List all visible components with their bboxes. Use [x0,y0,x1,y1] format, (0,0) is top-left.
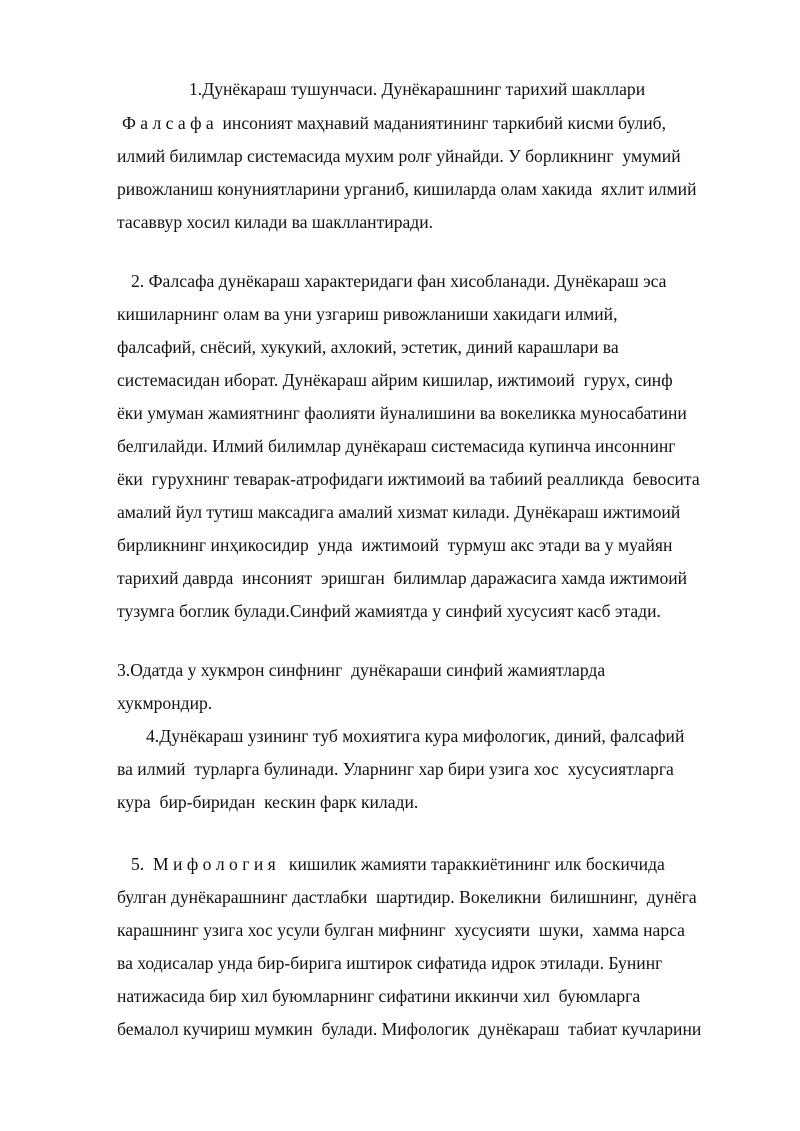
paragraph-2-line: кишиларнинг олам ва уни узгариш ривожланиши хакидаги илмий, [117,304,618,324]
paragraph-5-line: натижасида бир хил буюмларнинг сифатини иккинчи хил буюмларга [117,986,641,1006]
paragraph-3-line: 3.Одатда у хукмрон синфнинг дунёкараши синфий жамиятларда [117,660,606,680]
paragraph-5-line: 5. М и ф о л о г и я кишилик жамияти тараккиётининг илк боскичида [131,854,665,874]
paragraph-5-line: булган дунёкарашнинг дастлабки шартидир. Вокеликни билишнинг, дунёга [117,887,697,907]
paragraph-3-line: хукмрондир. [117,693,213,713]
paragraph-4-line: ва илмий турларга булинади. Уларнинг хар бири узига хос хусусиятларга [117,759,674,779]
paragraph-1-line: ривожланиш конуниятларини урганиб, кишиларда олам хакида яхлит илмий [117,179,697,199]
paragraph-1-line: Ф а л с а ф а инсоният маҳнавий маданиятининг таркибий кисми булиб, [122,113,667,133]
paragraph-4-line: кура бир-биридан кескин фарк килади. [117,792,419,812]
paragraph-5-line: карашнинг узига хос усули булган мифнинг хусусияти шуки, хамма нарса [117,920,685,940]
paragraph-1-line: тасаввур хосил килади ва шакллантиради. [117,212,434,232]
paragraph-2-line: тарихий даврда инсоният эришган билимлар даражасига хамда ижтимоий [117,568,688,588]
paragraph-2-line: системасидан иборат. Дунёкараш айрим кишилар, ижтимоий гурух, синф [117,370,673,390]
paragraph-2-line: амалий йул тутиш максадига амалий хизмат килади. Дунёкараш ижтимоий [117,502,681,522]
paragraph-5-line: ва ходисалар унда бир-бирига иштирок сифатида идрок этилади. Бунинг [117,953,663,973]
paragraph-2-line: бирликнинг инҳикосидир унда ижтимоий турмуш акс этади ва у муайян [117,535,673,555]
paragraph-2-line: ёки гурухнинг теварак-атрофидаги ижтимоий ва табиий реалликда бевосита [117,469,700,489]
paragraph-5-line: бемалол кучириш мумкин булади. Мифологик дунёкараш табиат кучларини [117,1019,702,1039]
paragraph-2-line: ёки умуман жамиятнинг фаолияти йуналишини ва вокеликка муносабатини [117,403,687,423]
paragraph-2-line: фалсафий, снёсий, хукукий, ахлокий, эстетик, диний карашлари ва [117,337,619,357]
paragraph-1-line: илмий билимлар системасида мухим ролғ уйнайди. У борликнинг умумий [117,146,681,166]
paragraph-2-line: белгилайди. Илмий билимлар дунёкараш системасида купинча инсоннинг [117,436,676,456]
section-title: 1.Дунёкараш тушунчаси. Дунёкарашнинг тарихий шакллари [189,79,646,99]
paragraph-2-line: тузумга боглик булади.Синфий жамиятда у синфий хусусият касб этади. [117,601,661,621]
paragraph-4-line: 4.Дунёкараш узининг туб мохиятига кура мифологик, диний, фалсафий [146,726,685,746]
paragraph-2-line: 2. Фалсафа дунёкараш характеридаги фан хисобланади. Дунёкараш эса [131,271,667,291]
